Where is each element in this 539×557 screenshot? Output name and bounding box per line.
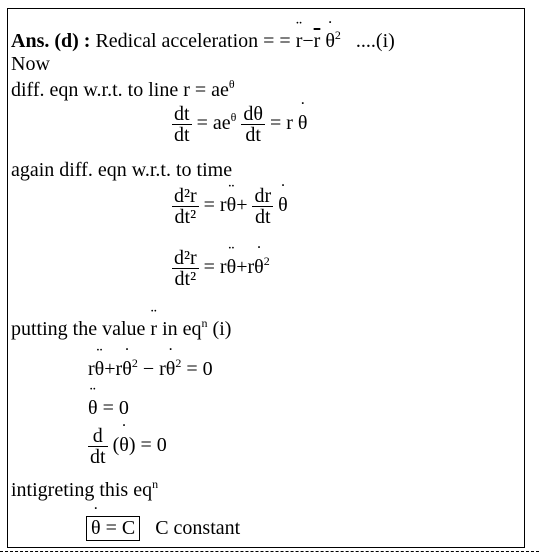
d-dt-fraction [88, 426, 108, 467]
again-text: again diff. eqn w.r.t. to time [11, 159, 233, 181]
denominator: dt [252, 206, 273, 227]
diff-line-text [11, 79, 235, 101]
numerator: dt [174, 103, 190, 125]
first-derivative-equation [172, 104, 308, 145]
r-theta-dot-term: = r ˙ θ [270, 112, 308, 134]
integrating-text [11, 479, 158, 501]
constant-label: C constant [155, 517, 241, 539]
result-line [86, 516, 240, 541]
numerator: dθ [243, 103, 263, 125]
diff-line-exponent: θ [228, 77, 235, 91]
putting-text [11, 318, 231, 340]
integrating-sup: n [152, 477, 159, 491]
result-box: ˙ θ = C [86, 516, 140, 541]
numerator: dr [254, 185, 272, 207]
substitution-equation: r¨ θ+r˙ $\theta^2$ − r˙ $\theta^2 = 0$ [88, 358, 213, 381]
dr-dt-fraction [172, 104, 192, 145]
denominator: dt² [172, 268, 199, 289]
putting-label: putting the value [11, 318, 146, 340]
answer-heading [11, 30, 395, 52]
d2r-dt2-fraction [172, 248, 199, 289]
page-break-line [0, 551, 539, 552]
r-double-dot: ¨ r [150, 318, 157, 340]
second-derivative-equation-1 [172, 186, 288, 227]
rhs-term: = r¨ θ+r˙ $\theta^2$ [204, 256, 270, 278]
second-derivative-equation-2 [172, 248, 270, 289]
d2r-dt2-fraction [172, 186, 199, 227]
dr-dt-fraction-2 [252, 186, 273, 227]
numerator: d²r [174, 185, 197, 207]
theta-dot: ˙ θ [278, 194, 288, 217]
denominator: dt² [172, 206, 199, 227]
rhs-term: = r¨ θ+ [204, 194, 248, 216]
dtheta-term: (˙ θ) = 0 [113, 434, 167, 456]
derivative-theta-dot-zero [88, 426, 167, 467]
diff-line-label: diff. eqn w.r.t. to line r = ae [11, 79, 229, 101]
answer-text: Redical acceleration = [95, 30, 275, 52]
numerator: d [92, 425, 103, 447]
in-eq-label: in eq [162, 318, 202, 340]
now-text: Now [11, 53, 50, 75]
eq-sup: n [201, 316, 208, 330]
numerator: d²r [174, 247, 197, 269]
denominator: dt [241, 124, 265, 145]
integrating-label: intigreting this eq [11, 479, 153, 501]
ae-term: = $ae^\theta$ [196, 110, 237, 135]
answer-label: Ans. (d) : [11, 30, 91, 52]
theta-double-dot-zero: ¨ θ = 0 [88, 397, 129, 420]
denominator: dt [174, 124, 190, 146]
dtheta-dt-fraction [241, 104, 265, 145]
denominator: dt [90, 446, 106, 468]
equation-ref: (i) [212, 318, 232, 340]
equation-ref-i: ....(i) [355, 30, 395, 52]
acceleration-equation: = ¨ $r-\overline{r}$ ˙ $\theta^2$ [279, 30, 341, 52]
